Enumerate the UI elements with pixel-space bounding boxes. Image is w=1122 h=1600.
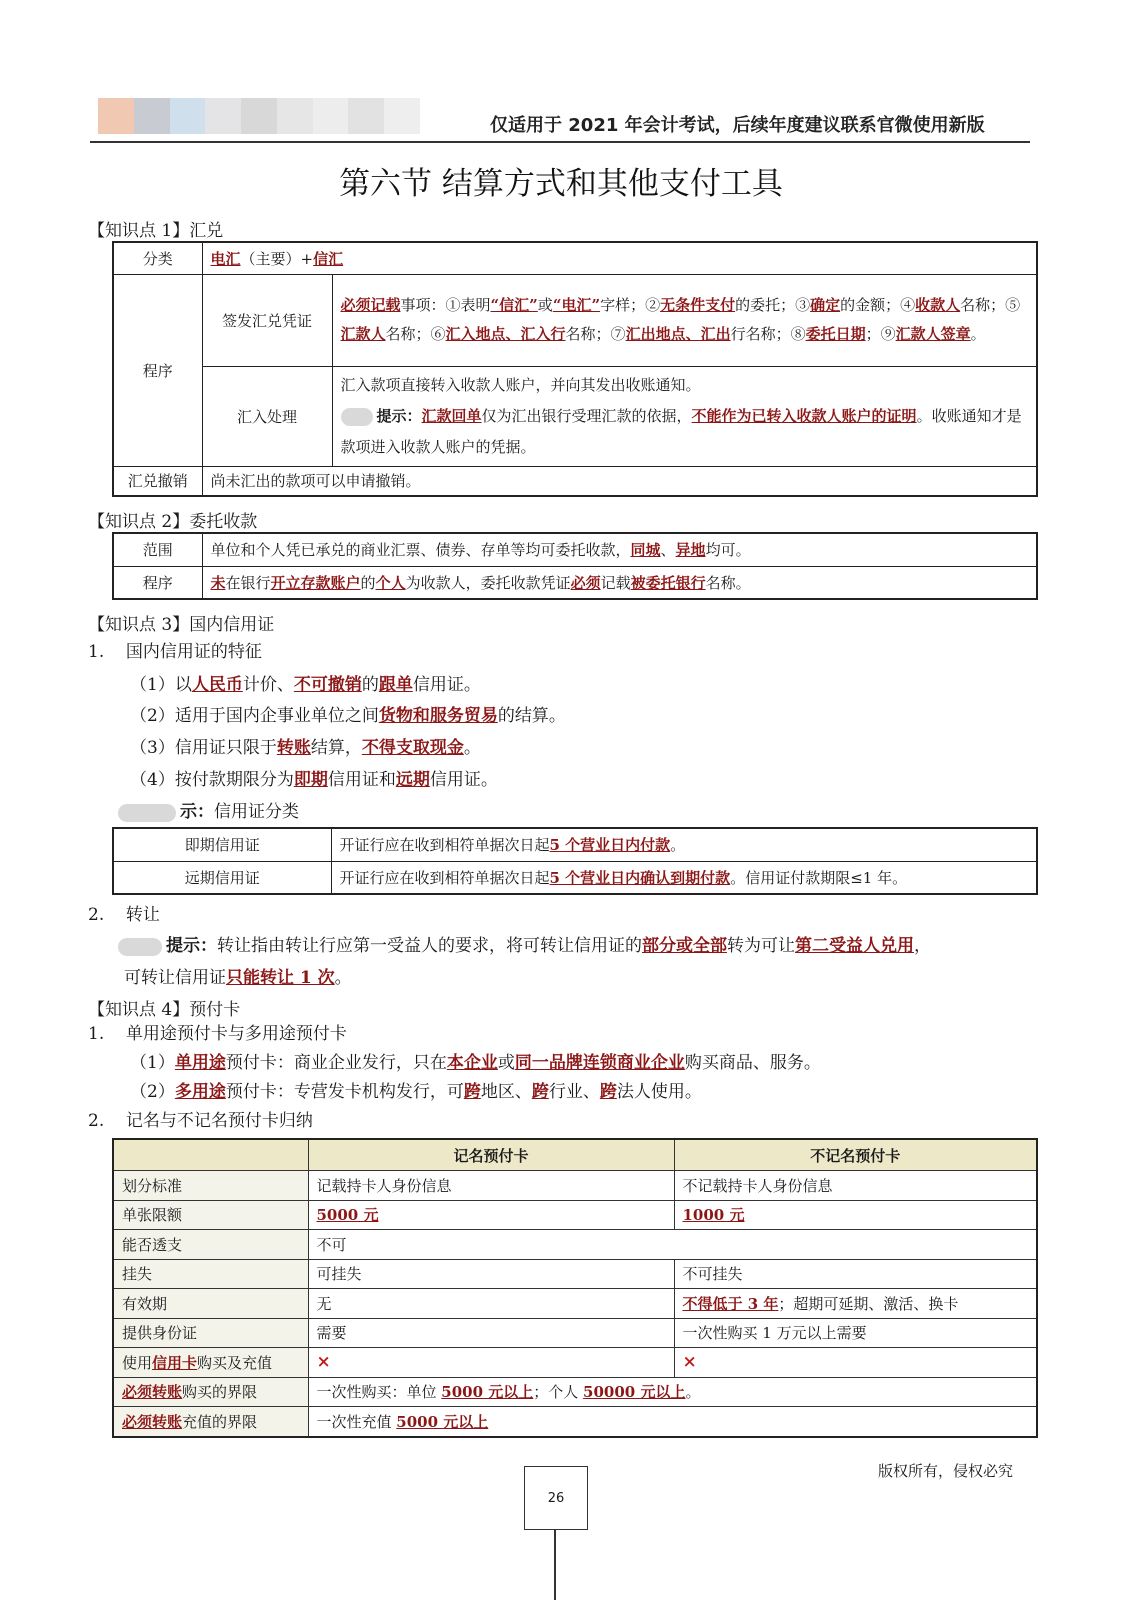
text-segment: 开证行应在收到相符单据次日起: [339, 836, 550, 855]
text-segment: 转为可让: [727, 936, 795, 956]
kp4-heading: 【知识点 4】预付卡: [88, 1000, 241, 1020]
card-row-recharge-limit: [113, 1407, 1037, 1437]
underlined-keyword: 人民币: [191, 675, 243, 695]
kp1-type-wire: 电汇: [210, 249, 241, 268]
card-row-label: 划分标准: [113, 1171, 308, 1201]
underlined-keyword: 同城: [630, 541, 661, 560]
kp2-proc-label: 程序: [113, 566, 202, 599]
page-title: 第六节 结算方式和其他支付工具: [339, 166, 783, 202]
text-segment: 可转让信用证: [124, 968, 226, 988]
text-segment: 一次性购买：单位: [316, 1383, 442, 1402]
text-segment: ，: [914, 936, 931, 956]
kp3-s1-title: 国内信用证的特征: [125, 642, 262, 662]
underlined-keyword: 不可撤销: [293, 675, 362, 695]
underlined-keyword: 部分或全部: [642, 936, 727, 956]
label-part: 使用: [122, 1353, 153, 1372]
text-segment: 行名称；⑧: [730, 325, 806, 343]
blurred-tip-icon: [118, 804, 176, 822]
kp4-item-1: [130, 1048, 821, 1079]
underlined-keyword: 5000 元以上: [396, 1412, 489, 1431]
text-segment: 结算，: [310, 738, 362, 758]
card-cell-registered: [308, 1200, 674, 1230]
underlined-keyword: 多用途: [174, 1082, 226, 1102]
blur-swatch: [348, 98, 384, 134]
underlined-keyword: 被委托银行: [630, 573, 706, 592]
underlined-keyword: 不能作为已转入收款人账户的证明: [691, 406, 917, 425]
underlined-keyword: 汇款回单: [421, 406, 482, 425]
text-segment: 预付卡：商业企业发行，只在: [225, 1053, 447, 1073]
kp4-section2: [88, 1106, 313, 1137]
blur-swatch: [98, 98, 134, 134]
card-cell-registered: 记载持卡人身份信息: [308, 1171, 674, 1201]
kp2-table: [112, 532, 1038, 600]
card-head-registered: 记名预付卡: [308, 1139, 674, 1171]
underlined-keyword: 汇出地点、汇出: [625, 325, 731, 343]
underlined-keyword: 转账: [276, 738, 311, 758]
kp1-type-main: （主要）+: [240, 249, 314, 268]
underlined-keyword: 跨: [531, 1082, 549, 1102]
kp2-proc-text: [202, 566, 1037, 599]
card-cell-unregistered: 一次性购买 1 万元以上需要: [674, 1318, 1037, 1348]
underlined-keyword: 未: [210, 573, 226, 592]
text-segment: ；⑨: [865, 325, 896, 343]
kp3-tip: [118, 797, 299, 828]
text-segment: 记载: [600, 573, 631, 592]
label-must-transfer: 必须转账: [122, 1383, 183, 1402]
kp1-revoke-text: 尚未汇出的款项可以申请撤销。: [202, 466, 1037, 496]
card-cell-unregistered: 不可挂失: [674, 1259, 1037, 1289]
header-rule: [90, 141, 1030, 143]
card-row-validity: [113, 1289, 1037, 1319]
underlined-keyword: 跟单: [378, 675, 413, 695]
card-row-purchase-limit: [113, 1377, 1037, 1407]
underlined-keyword: “信汇”: [490, 296, 538, 314]
kp3-transfer-line2: [124, 963, 352, 994]
text-segment: 仅为汇出银行受理汇款的依据，: [481, 406, 692, 425]
text-segment: 。: [970, 325, 986, 343]
text-segment: 计价、: [242, 675, 294, 695]
kp3-transfer-text: [166, 936, 931, 956]
text-segment: 或: [537, 296, 553, 314]
card-row-label: 单张限额: [113, 1200, 308, 1230]
kp3-lc-sight-label: 即期信用证: [113, 828, 331, 861]
text-segment: 名称；⑤: [960, 296, 1021, 314]
text-segment: 。: [670, 836, 686, 855]
kp3-section1: [88, 637, 262, 668]
text-segment: 预付卡：专营发卡机构发行，可: [225, 1082, 464, 1102]
underlined-keyword: 货物和服务贸易: [378, 706, 498, 726]
card-row-loss: [113, 1259, 1037, 1289]
kp3-s2-num: 2.: [88, 905, 105, 925]
text-segment: 一次性充值: [316, 1412, 397, 1431]
kp1-table: [112, 241, 1038, 497]
text-segment: 为收款人，委托收款凭证: [405, 573, 571, 592]
kp3-s1-num: 1.: [88, 642, 105, 662]
text-segment: （1）以: [130, 675, 192, 695]
card-row-limit: [113, 1200, 1037, 1230]
card-cell-unregistered: [674, 1348, 1037, 1378]
kp1-type-label: 分类: [113, 242, 202, 274]
kp4-section1: [88, 1019, 347, 1050]
underlined-keyword: “电汇”: [552, 296, 601, 314]
blurred-tip-icon: [118, 938, 162, 956]
text-segment: 开证行应在收到相符单据次日起: [339, 868, 550, 887]
kp4-s2-num: 2.: [88, 1111, 105, 1131]
underlined-keyword: 跨: [463, 1082, 481, 1102]
text-segment: 的: [361, 675, 379, 695]
label-part: 充值的界限: [182, 1412, 258, 1431]
card-validity-min: 不得低于 3 年: [682, 1294, 779, 1313]
kp3-lc-table: [112, 827, 1038, 895]
text-segment: 。收账通知才是款项进入收款人账户的凭据。: [340, 406, 1022, 456]
card-cell-unregistered: [674, 1289, 1037, 1319]
text-segment: 在银行: [225, 573, 271, 592]
label-part: 购买的界限: [182, 1383, 258, 1402]
text-segment: 单位和个人凭已承兑的商业汇票、债券、存单等均可委托收款，: [210, 541, 631, 560]
card-cell-unregistered: [674, 1200, 1037, 1230]
text-segment: 名称；⑦: [565, 325, 626, 343]
kp2-heading: 【知识点 2】委托收款: [88, 512, 258, 532]
card-cell-both: 不可: [308, 1230, 1037, 1260]
text-segment: （1）: [130, 1053, 175, 1073]
kp3-item-2: [130, 701, 566, 732]
blur-swatch: [384, 98, 420, 134]
page-number: 26: [524, 1466, 588, 1530]
header-notice: 仅适用于 2021 年会计考试，后续年度建议联系官微使用新版: [490, 115, 985, 136]
kp1-issue-label: 签发汇兑凭证: [202, 274, 332, 366]
underlined-keyword: 个人: [375, 573, 406, 592]
kp4-s1-num: 1.: [88, 1024, 105, 1044]
copyright: 版权所有，侵权必究: [878, 1462, 1014, 1480]
kp3-tip-text: 信用证分类: [214, 802, 299, 822]
kp1-in-label: 汇入处理: [202, 366, 332, 466]
kp2-scope-label: 范围: [113, 533, 202, 566]
card-limit-unregistered: 1000 元: [682, 1206, 745, 1225]
underlined-keyword: 5 个营业日内付款: [549, 836, 671, 855]
underlined-keyword: 同一品牌连锁商业企业: [514, 1053, 685, 1073]
text-segment: 。: [463, 738, 481, 758]
underlined-keyword: 收款人: [915, 296, 961, 314]
text-segment: 名称。: [705, 573, 751, 592]
kp1-in-tip-text: [341, 407, 1022, 456]
underlined-keyword: 即期: [293, 770, 328, 790]
underlined-keyword: 5000 元以上: [441, 1383, 534, 1402]
underlined-keyword: 50000 元以上: [583, 1383, 686, 1402]
label-must-transfer: 必须转账: [122, 1412, 183, 1431]
blur-swatch: [241, 98, 277, 134]
underlined-keyword: 5 个营业日内确认到期付款: [549, 868, 731, 887]
text-segment: 信用证。: [412, 675, 481, 695]
card-row-label: 能否透支: [113, 1230, 308, 1260]
underlined-keyword: 不得支取现金: [361, 738, 464, 758]
kp3-item-4: [130, 765, 498, 796]
kp3-transfer: [118, 931, 931, 962]
text-segment: （3）信用证只限于: [130, 738, 277, 758]
underlined-keyword: 开立存款账户: [270, 573, 361, 592]
kp1-type-cell: [202, 242, 1037, 274]
text-segment: 、: [660, 541, 676, 560]
underlined-keyword: 无条件支付: [660, 296, 736, 314]
underlined-keyword: 汇入地点、汇入行: [445, 325, 566, 343]
kp1-proc-label: 程序: [113, 274, 202, 466]
card-cell-both: [308, 1407, 1037, 1437]
card-cell-unregistered: 不记载持卡人身份信息: [674, 1171, 1037, 1201]
kp1-in-cell: [332, 366, 1037, 466]
kp3-s2-title: 转让: [125, 905, 160, 925]
kp3-section2: [88, 900, 160, 931]
card-row-creditcard: [113, 1348, 1037, 1378]
label-credit-card: 信用卡: [152, 1353, 198, 1372]
kp2-scope-text: [202, 533, 1037, 566]
text-segment: 信用证。: [429, 770, 498, 790]
text-segment: 行业、: [548, 1082, 600, 1102]
text-segment: 均可。: [705, 541, 751, 560]
card-row-standard: [113, 1171, 1037, 1201]
text-segment: 转让指由转让行应第一受益人的要求，将可转让信用证的: [217, 936, 642, 956]
card-row-overdraft: [113, 1230, 1037, 1260]
text-segment: （2）: [130, 1082, 175, 1102]
text-segment: 的金额；④: [840, 296, 916, 314]
text-segment: ；个人: [533, 1383, 584, 1402]
text-segment: 的结算。: [497, 706, 566, 726]
underlined-keyword: 单用途: [174, 1053, 226, 1073]
kp4-item-2: [130, 1077, 702, 1108]
text-segment: 法人使用。: [616, 1082, 702, 1102]
card-cell-registered: 需要: [308, 1318, 674, 1348]
cross-icon: ×: [316, 1352, 331, 1373]
kp3-item-1: [130, 670, 481, 701]
card-row-label: 有效期: [113, 1289, 308, 1319]
kp3-lc-usance-text: [331, 861, 1037, 894]
text-segment: 名称；⑥: [385, 325, 446, 343]
card-row-label: [113, 1348, 308, 1378]
text-segment: 。信用证付款期限≤1 年。: [730, 868, 908, 887]
text-segment: （2）适用于国内企事业单位之间: [130, 706, 379, 726]
page-number-line: [554, 1529, 556, 1600]
kp1-heading: 【知识点 1】汇兑: [88, 221, 224, 241]
blurred-tip-icon: [341, 408, 373, 426]
kp3-tip-label: 示：: [180, 802, 214, 822]
text-segment: 提示：: [376, 406, 422, 425]
card-row-label: [113, 1407, 308, 1437]
kp3-lc-usance-label: 远期信用证: [113, 861, 331, 894]
kp1-in-tip: [341, 401, 1029, 463]
underlined-keyword: 确定: [810, 296, 841, 314]
blur-swatch: [134, 98, 170, 134]
text-segment: 提示：: [166, 936, 217, 956]
text-segment: 或: [497, 1053, 515, 1073]
text-segment: 地区、: [480, 1082, 532, 1102]
card-row-label: 提供身份证: [113, 1318, 308, 1348]
text-segment: 的: [360, 573, 376, 592]
kp1-in-line1: 汇入款项直接转入收款人账户，并向其发出收账通知。: [340, 375, 701, 394]
card-cell-registered: 无: [308, 1289, 674, 1319]
kp3-heading: 【知识点 3】国内信用证: [88, 615, 275, 635]
blur-swatch: [170, 98, 206, 134]
card-limit-registered: 5000 元: [316, 1206, 379, 1225]
blur-swatch: [277, 98, 313, 134]
card-row-label: 挂失: [113, 1259, 308, 1289]
underlined-keyword: 汇款人签章: [895, 325, 971, 343]
text-segment: （4）按付款期限分为: [130, 770, 294, 790]
kp4-s1-title: 单用途预付卡与多用途预付卡: [125, 1024, 347, 1044]
card-head-unregistered: 不记名预付卡: [674, 1139, 1037, 1171]
text-segment: 事项：①表明: [400, 296, 491, 314]
underlined-keyword: 跨: [599, 1082, 617, 1102]
underlined-keyword: 本企业: [446, 1053, 498, 1073]
blur-swatch: [205, 98, 241, 134]
card-cell-registered: [308, 1348, 674, 1378]
text-segment: 信用证和: [327, 770, 396, 790]
underlined-keyword: 第二受益人兑用: [795, 936, 914, 956]
text-segment: 的委托；③: [735, 296, 811, 314]
card-head-blank: [113, 1139, 308, 1171]
underlined-keyword: 委托日期: [805, 325, 866, 343]
kp3-item-3: [130, 733, 481, 764]
underlined-keyword: 异地: [675, 541, 706, 560]
text-segment: 购买商品、服务。: [684, 1053, 821, 1073]
cross-icon: ×: [682, 1352, 697, 1373]
kp3-lc-sight-text: [331, 828, 1037, 861]
label-part: 购买及充值: [197, 1353, 273, 1372]
card-validity-rest: ；超期可延期、激活、换卡: [778, 1294, 959, 1313]
blurred-logo: [98, 98, 420, 134]
prepaid-card-table: [112, 1138, 1038, 1438]
card-cell-registered: 可挂失: [308, 1259, 674, 1289]
underlined-keyword: 汇款人: [340, 325, 386, 343]
underlined-keyword: 必须记载: [340, 296, 401, 314]
underlined-keyword: 只能转让 1 次: [226, 968, 335, 988]
blur-swatch: [313, 98, 349, 134]
kp4-s2-title: 记名与不记名预付卡归纳: [125, 1111, 313, 1131]
text-segment: 字样；②: [600, 296, 661, 314]
card-row-id: [113, 1318, 1037, 1348]
kp1-type-mail: 信汇: [313, 249, 344, 268]
kp1-issue-text: [332, 274, 1037, 366]
text-segment: 。: [334, 968, 352, 988]
text-segment: 。: [685, 1383, 701, 1402]
underlined-keyword: 远期: [395, 770, 430, 790]
card-row-label: [113, 1377, 308, 1407]
card-cell-both: [308, 1377, 1037, 1407]
underlined-keyword: 必须: [570, 573, 601, 592]
kp1-revoke-label: 汇兑撤销: [113, 466, 202, 496]
